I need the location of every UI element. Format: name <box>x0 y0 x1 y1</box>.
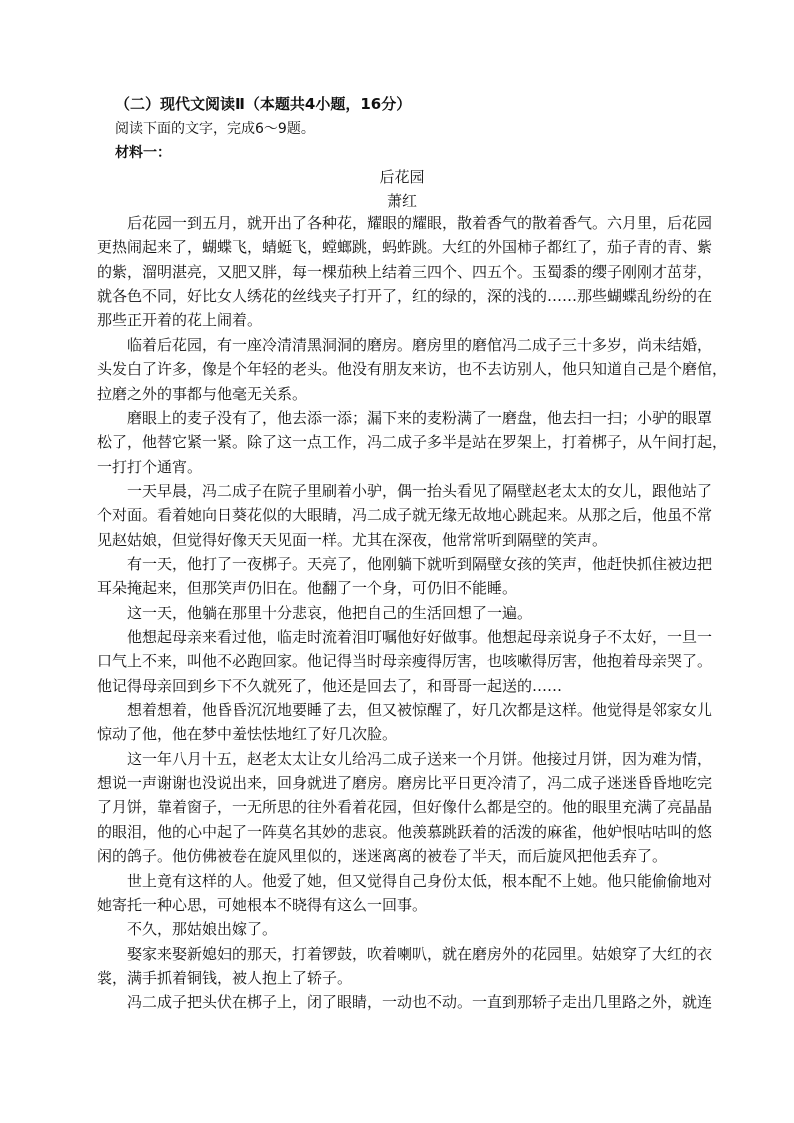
story-line: 见赵姑娘，但觉得好像天天见面一样。尤其在深夜，他常常听到隔壁的笑声。 <box>97 530 608 549</box>
story-line: 磨眼上的麦子没有了，他去添一添；漏下来的麦粉满了一磨盘，他去扫一扫；小驴的眼罩 <box>97 408 713 427</box>
story-line: 有一天，他打了一夜梆子。天亮了，他刚躺下就听到隔壁女孩的笑声，他赶快抓住被边把 <box>97 554 713 573</box>
story-line: 裳，满手抓着铜钱，被人抱上了轿子。 <box>97 968 353 987</box>
story-author: 萧红 <box>386 192 417 210</box>
story-line: 他想起母亲来看过他，临走时流着泪叮嘱他好好做事。他想起母亲说身子不太好，一旦一 <box>97 628 713 646</box>
story-line: 了月饼，靠着窗子，一无所思的往外看着花园，但好像什么都是空的。他的眼里充满了亮晶晶 <box>97 798 713 817</box>
story-line: 想说一声谢谢也没说出来，回身就进了磨房。磨房比平日更冷清了，冯二成子迷迷昏昏地吃完 <box>97 774 713 793</box>
material-label: 材料一： <box>115 145 171 161</box>
story-line: 一天早晨，冯二成子在院子里刷着小驴，偶一抬头看见了隔壁赵老太太的女儿，跟他站了 <box>97 481 713 500</box>
story-line: 惊动了他，他在梦中羞怯怯地红了好几次脸。 <box>97 725 398 744</box>
story-line: 那些正开着的花上闹着。 <box>97 311 263 330</box>
story-line: 松了，他替它紧一紧。除了这一点工作，冯二成子多半是站在罗架上，打着梆子，从午间打起， <box>97 433 728 452</box>
section-heading: （二）现代文阅读Ⅱ（本题共4小题，16分） <box>115 95 412 113</box>
story-line: 耳朵掩起来，但那笑声仍旧在。他翻了一个身，可仍旧不能睡。 <box>97 579 518 598</box>
story-line: 的眼泪，他的心中起了一阵莫名其妙的悲哀。他羡慕跳跃着的活泼的麻雀，他妒恨咕咕叫的悠 <box>97 822 713 841</box>
reading-instruction: 阅读下面的文字，完成6～9题。 <box>115 121 315 137</box>
story-line: 临着后花园，有一座冷清清黑洞洞的磨房。磨房里的磨倌冯二成子三十多岁，尚未结婚， <box>97 335 713 354</box>
story-line: 这一天，他躺在那里十分悲哀，他把自己的生活回想了一遍。 <box>97 603 533 622</box>
story-line: 娶家来娶新媳妇的那天，打着锣鼓，吹着喇叭，就在磨房外的花园里。姑娘穿了大红的衣 <box>97 944 713 963</box>
story-line: 冯二成子把头伏在梆子上，闭了眼睛，一动也不动。一直到那轿子走出几里路之外，就连 <box>97 993 713 1012</box>
story-line: 拉磨之外的事都与他毫无关系。 <box>97 384 308 403</box>
story-line: 闲的鸽子。他仿佛被卷在旋风里似的，迷迷离离的被卷了半天，而后旋风把他丢弃了。 <box>97 847 668 866</box>
story-line: 这一年八月十五，赵老太太让女儿给冯二成子送来一个月饼。他接过月饼，因为难为情， <box>97 749 713 768</box>
story-line: 就各色不同，好比女人绣花的丝线夹子打开了，红的绿的，深的浅的……那些蝴蝶乱纷纷的在 <box>97 287 713 306</box>
story-line: 的紫，溜明湛亮，又肥又胖，每一棵茄秧上结着三四个、四五个。玉蜀黍的缨子刚刚才茁芽， <box>97 262 713 281</box>
story-line: 口气上不来，叫他不必跑回家。他记得当时母亲瘦得厉害，也咳嗽得厉害，他抱着母亲哭了。 <box>97 652 713 671</box>
story-line: 世上竟有这样的人。他爱了她，但又觉得自己身份太低，根本配不上她。他只能偷偷地对 <box>97 871 713 890</box>
story-line: 想着想着，他昏昏沉沉地要睡了去，但又被惊醒了，好几次都是这样。他觉得是邻家女儿 <box>97 701 713 719</box>
story-line: 后花园一到五月，就开出了各种花，耀眼的耀眼，散着香气的散着香气。六月里，后花园 <box>97 214 713 232</box>
story-line: 更热闹起来了，蝴蝶飞，蜻蜓飞，螳螂跳，蚂蚱跳。大红的外国柿子都红了，茄子青的青、紫 <box>97 238 713 257</box>
story-line: 她寄托一种心思，可她根本不晓得有这么一回事。 <box>97 895 428 914</box>
story-title: 后花园 <box>379 168 425 186</box>
story-line: 头发白了许多，像是个年轻的老头。他没有朋友来访，也不去访别人，他只知道自己是个磨倌， <box>97 360 728 379</box>
story-line: 一打打个通宵。 <box>97 457 203 476</box>
story-line: 个对面。看着她向日葵花似的大眼睛，冯二成子就无缘无故地心跳起来。从那之后，他虽不常 <box>97 506 713 525</box>
story-line: 不久，那姑娘出嫁了。 <box>97 920 278 939</box>
story-line: 他记得母亲回到乡下不久就死了，他还是回去了，和哥哥一起送的…… <box>97 676 563 695</box>
